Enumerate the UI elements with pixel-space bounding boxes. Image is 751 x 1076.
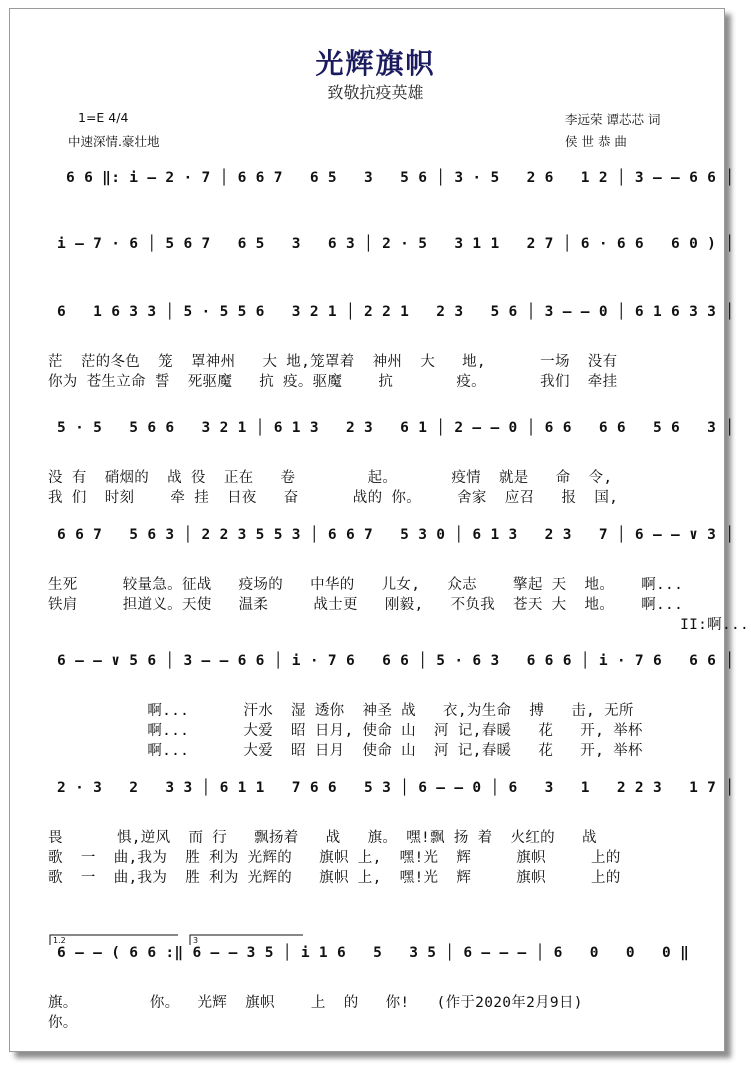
lyric-line: 我 们 时刻 牵 挂 日夜 奋 战的 你。 舍家 应召 报 国, — [48, 490, 619, 506]
song-title: 光辉旗帜 — [315, 47, 436, 80]
score-system — [48, 170, 735, 210]
score-system — [48, 653, 735, 763]
lyric-line: 你为 苍生立命 誓 死驱魔 抗 疫。驱魔 抗 疫。 我们 牵挂 — [48, 374, 618, 390]
lyricist-credit: 李远荣 谭芯芯 词 — [565, 112, 661, 127]
lyric-line: 畏 惧,逆风 而 行 飘扬着 战 旗。 嘿!飘 扬 着 火红的 战 — [48, 830, 597, 846]
volta-1-label: 1.2 — [53, 936, 66, 945]
lyric-line: 啊... 大爱 昭 日月, 使命 山 河 记,春暖 花 开, 举杯 — [48, 723, 643, 739]
lyric-line: 你。 — [48, 1015, 78, 1031]
notation-line: 6 6 ‖: i — 2 · 7 │ 6 6 7 6 5 3 5 6 │ 3 · 5 2 6 1 2 │ 3 — — 6 6 │ — [48, 170, 735, 186]
volta-2-label: 3 — [193, 936, 199, 945]
lyric-line: 歌 一 曲,我为 胜 利为 光辉的 旗帜 上, 嘿!光 辉 旗帜 上的 — [48, 870, 621, 886]
score-system — [48, 527, 750, 637]
song-subtitle: 致敬抗疫英雄 — [327, 83, 424, 102]
lyric-line: 歌 一 曲,我为 胜 利为 光辉的 旗帜 上, 嘿!光 辉 旗帜 上的 — [48, 850, 621, 866]
tempo-marking: 中速深情.豪壮地 — [68, 134, 160, 149]
lyric-line: 啊... 汗水 湿 透你 神圣 战 衣,为生命 搏 击, 无所 — [48, 703, 634, 719]
score-system — [48, 420, 735, 510]
lyric-line: 旗。 你。 光辉 旗帜 上 的 你! (作于2020年2月9日) — [48, 995, 583, 1011]
notation-line: i — 7 · 6 │ 5 6 7 6 5 3 6 3 │ 2 · 5 3 1 1 2 7 │ 6 · 6 6 6 0 ) │ — [48, 236, 735, 252]
lyric-line: 生死 较量急。征战 疫场的 中华的 儿女, 众志 擎起 天 地。 啊... — [48, 577, 684, 593]
key-signature: 1=E 4/4 — [78, 110, 129, 125]
notation-line: 6 — — ∨ 5 6 │ 3 — — 6 6 │ i · 7 6 6 6 │ 5 · 6 3 6 6 6 │ i · 7 6 6 6 │ — [48, 653, 735, 669]
notation-line: 6 6 7 5 6 3 │ 2 2 3 5 5 3 │ 6 6 7 5 3 0 │ 6 1 3 2 3 7 │ 6 — — ∨ 3 │ — [48, 527, 735, 543]
lyric-line: II:啊... — [48, 617, 750, 633]
score-system — [48, 304, 735, 414]
notation-line: 5 · 5 5 6 6 3 2 1 │ 6 1 3 2 3 6 1 │ 2 — — 0 │ 6 6 6 6 5 6 3 │ — [48, 420, 735, 436]
score-system — [48, 936, 698, 1035]
notation-line: 6 — — ( 6 6 :‖ 6 — — 3 5 │ i 1 6 5 3 5 │ 6 — — — │ 6 0 0 0 ‖ — [48, 945, 690, 961]
notation-line: 6 1 6 3 3 │ 5 · 5 5 6 3 2 1 │ 2 2 1 2 3 5 6 │ 3 — — 0 │ 6 1 6 3 3 │ — [48, 304, 735, 320]
composer-credit: 侯 世 恭 曲 — [565, 134, 627, 149]
lyric-line: 啊... 大爱 昭 日月 使命 山 河 记,春暖 花 开, 举杯 — [48, 743, 643, 759]
lyric-line: 铁肩 担道义。天使 温柔 战士更 刚毅, 不负我 苍天 大 地。 啊... — [48, 597, 684, 613]
lyric-line: 没 有 硝烟的 战 役 正在 卷 起。 疫情 就是 命 令, — [48, 470, 613, 486]
lyric-line: 茫 茫的冬色 笼 罩神州 大 地,笼罩着 神州 大 地, 一场 没有 — [48, 354, 618, 370]
score-system — [48, 236, 735, 276]
volta-brackets — [48, 935, 698, 947]
notation-line: 2 · 3 2 3 3 │ 6 1 1 7 6 6 5 3 │ 6 — — 0 │ 6 3 1 2 2 3 1 7 │ — [48, 780, 735, 796]
score-system — [48, 780, 735, 890]
